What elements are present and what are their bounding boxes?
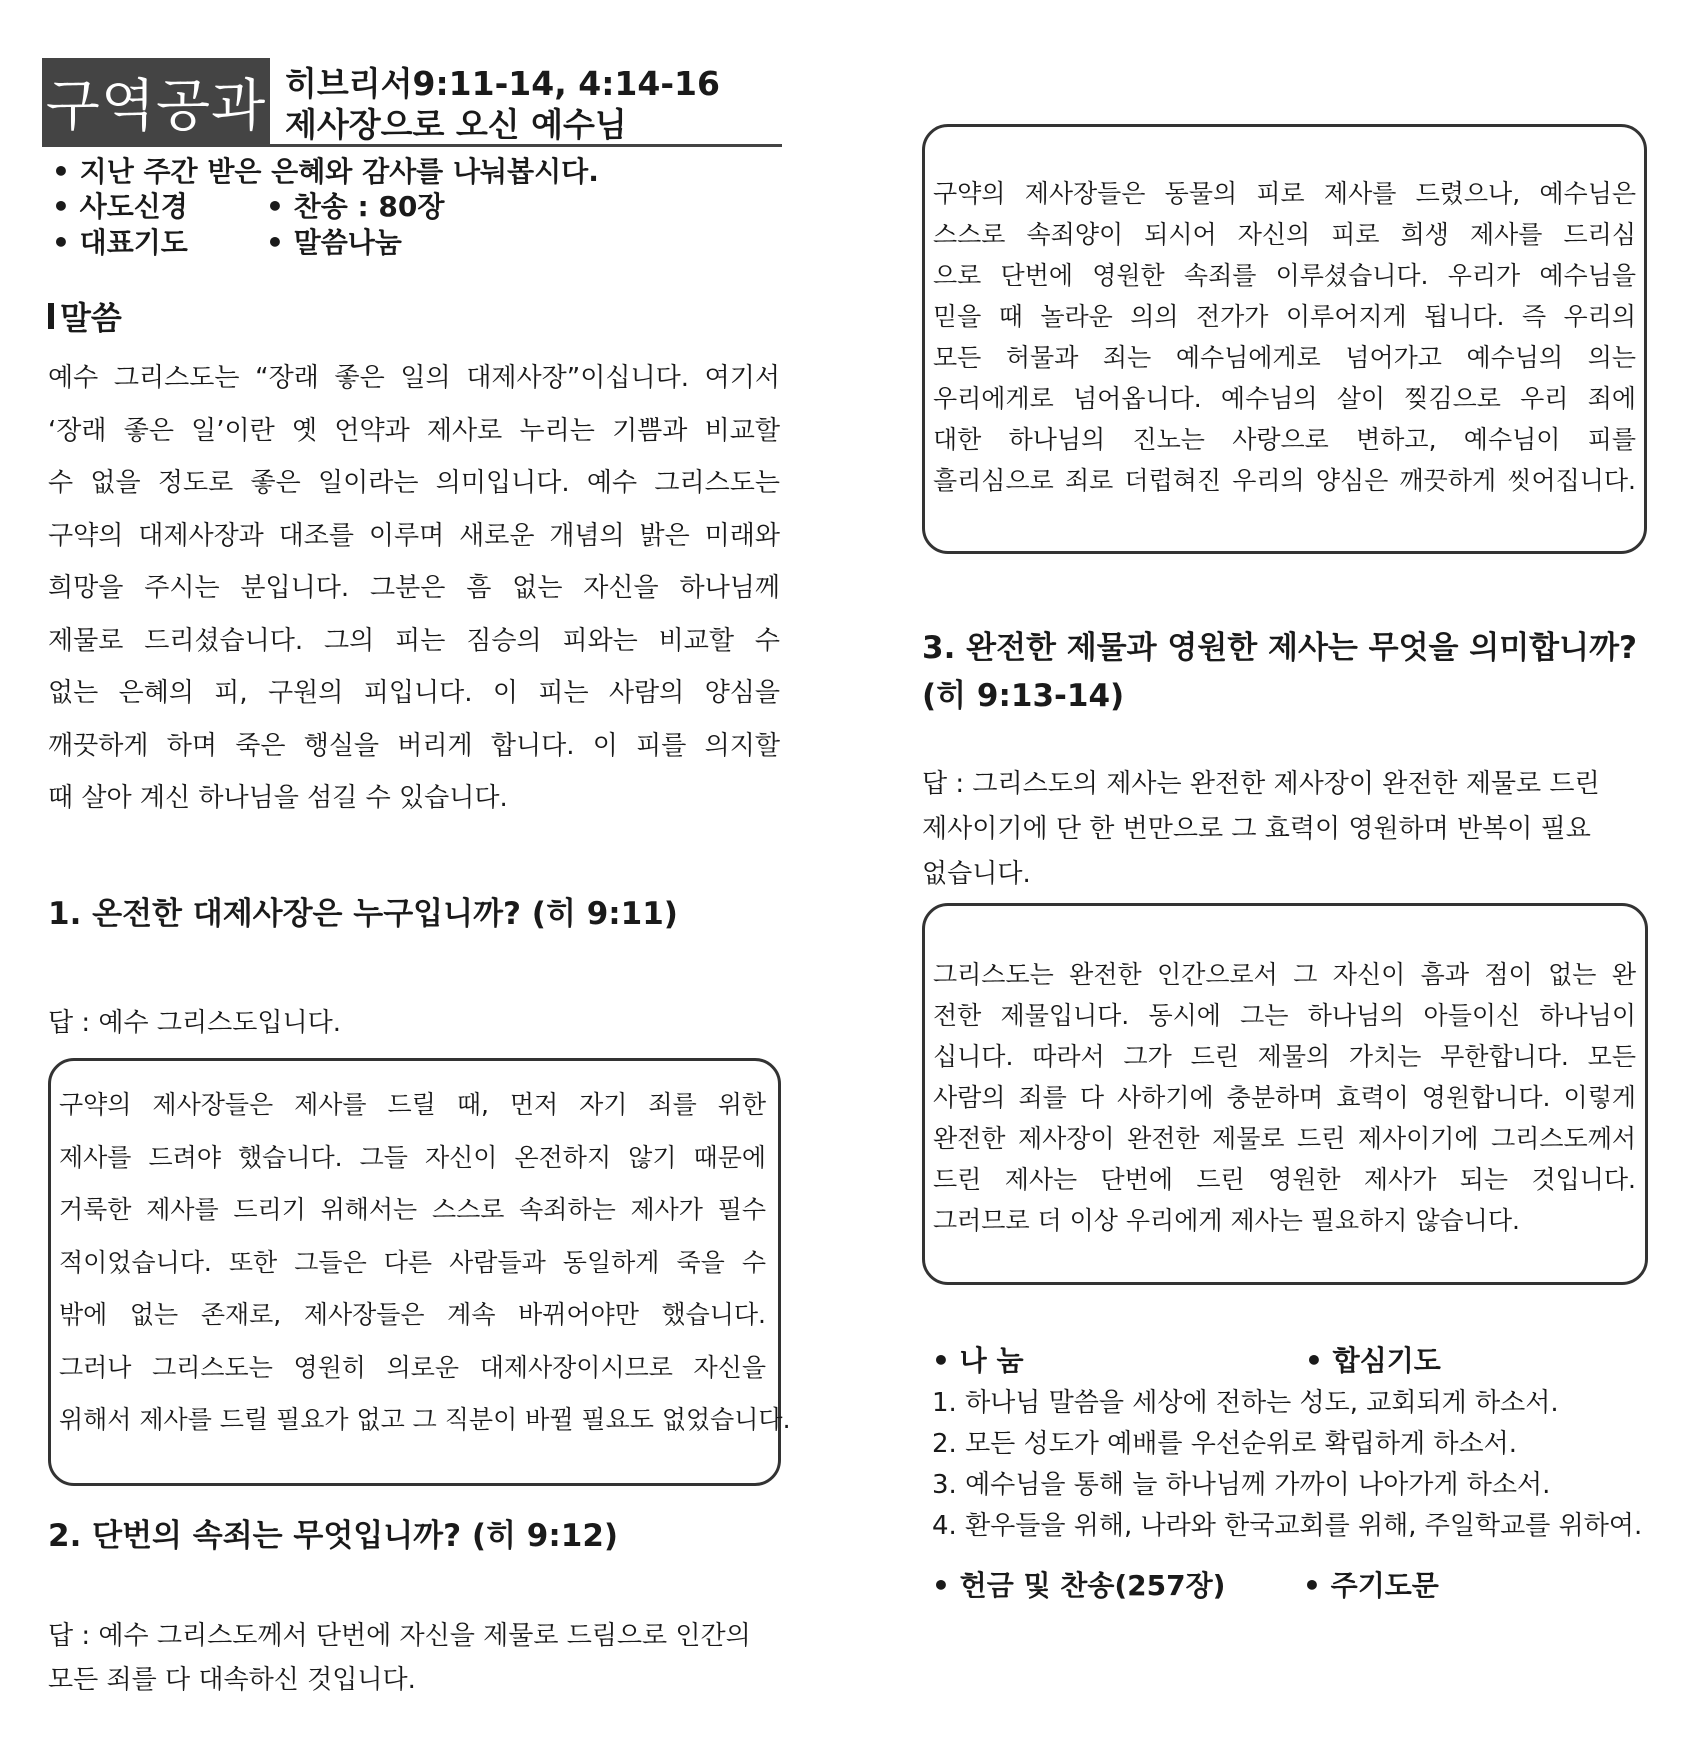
commentary-line: 위해서 제사를 드릴 필요가 없고 그 직분이 바뀔 필요도 없었습니다. (59, 1405, 791, 1434)
commentary-box-1 (48, 1058, 791, 1486)
heading-bar-icon (48, 303, 54, 329)
sermon-line: 때 살아 계신 하나님을 섬길 수 있습니다. (48, 783, 508, 813)
prayer-item: 3. 예수님을 통해 늘 하나님께 가까이 나아가게 하소서. (932, 1470, 1551, 1500)
commentary-line: 드린 제사는 단번에 드린 영원한 제사가 되는 것입니다. (933, 1165, 1636, 1194)
commentary-line: 적이었습니다. 또한 그들은 다른 사람들과 동일하게 죽을 수 (59, 1247, 766, 1277)
question-3: 3. 완전한 제물과 영원한 제사는 무엇을 의미합니까? (922, 630, 1638, 666)
prayer-list (932, 1383, 1642, 1547)
prayer-item: 1. 하나님 말씀을 세상에 전하는 성도, 교회되게 하소서. (932, 1388, 1559, 1418)
commentary-line: 구약의 제사장들은 동물의 피로 제사를 드렸으나, 예수님은 (933, 179, 1636, 208)
commentary-line: 밖에 없는 존재로, 제사장들은 계속 바뀌어야만 했습니다. (59, 1300, 766, 1329)
commentary-line: 십니다. 따라서 그가 드린 제물의 가치는 무한합니다. 모든 (933, 1042, 1636, 1071)
commentary-line: 거룩한 제사를 드리기 위해서는 스스로 속죄하는 제사가 필수 (59, 1195, 766, 1224)
answer-2 (48, 1614, 751, 1702)
question-1: 1. 온전한 대제사장은 누구입니까? (히 9:11) (48, 896, 678, 932)
sermon-line: 없는 은혜의 피, 구원의 피입니다. 이 피는 사람의 양심을 (48, 678, 780, 708)
answer-line: 답 : 그리스도의 제사는 완전한 제사장이 완전한 제물로 드린 (922, 769, 1600, 799)
commentary-line: 사람의 죄를 다 사하기에 충분하며 효력이 영원합니다. 이렇게 (933, 1083, 1636, 1112)
commentary-line: 그러나 그리스도는 영원히 의로운 대제사장이시므로 자신을 (59, 1352, 766, 1382)
commentary-line: 스스로 속죄양이 되시어 자신의 피로 희생 제사를 드리심 (933, 220, 1636, 249)
scripture-reference: 히브리서9:11-14, 4:14-16 (285, 64, 720, 103)
sermon-line: ‘장래 좋은 일’이란 옛 언약과 제사로 누리는 기쁨과 비교할 (48, 415, 780, 446)
answer-3 (922, 762, 1600, 897)
lesson-label (42, 58, 270, 146)
commentary-box-3 (922, 903, 1648, 1285)
commentary-line: 흘리심으로 죄로 더럽혀진 우리의 양심은 깨끗하게 씻어집니다. (933, 466, 1636, 495)
opening-creed: • 사도신경 (52, 190, 188, 223)
closing-lords-prayer: • 주기도문 (1303, 1569, 1439, 1602)
closing-sharing: • 나 눔 (932, 1344, 1024, 1377)
sermon-line: 깨끗하게 하며 죽은 행실을 버리게 합니다. 이 피를 의지할 (48, 730, 780, 761)
sermon-paragraph (48, 352, 780, 825)
commentary-line: 전한 제물입니다. 동시에 그는 하나님의 아들이신 하나님이 (933, 1001, 1636, 1030)
closing-unison-prayer: • 합심기도 (1305, 1344, 1441, 1377)
commentary-line: 우리에게로 넘어옵니다. 예수님의 살이 찢김으로 우리 죄에 (933, 384, 1636, 413)
section-heading-sermon (48, 293, 122, 339)
commentary-box-2 (922, 124, 1647, 554)
commentary-line: 완전한 제사장이 완전한 제물로 드린 제사이기에 그리스도께서 (933, 1124, 1636, 1153)
section-heading-text: 말씀 (60, 299, 122, 337)
sermon-line: 예수 그리스도는 “장래 좋은 일의 대제사장”이십니다. 여기서 (48, 363, 780, 393)
opening-hymn: • 찬송 : 80장 (266, 190, 445, 223)
sermon-line: 희망을 주시는 분입니다. 그분은 흠 없는 자신을 하나님께 (48, 573, 780, 603)
commentary-line: 그리스도는 완전한 인간으로서 그 자신이 흠과 점이 없는 완 (933, 960, 1636, 989)
answer-1: 답 : 예수 그리스도입니다. (48, 1008, 341, 1038)
answer-line: 제사이기에 단 한 번만으로 그 효력이 영원하며 반복이 필요 (922, 814, 1591, 844)
sermon-line: 수 없을 정도로 좋은 일이라는 의미입니다. 예수 그리스도는 (48, 468, 780, 498)
commentary-line: 구약의 제사장들은 제사를 드릴 때, 먼저 자기 죄를 위한 (59, 1090, 766, 1119)
prayer-item: 4. 환우들을 위해, 나라와 한국교회를 위해, 주일학교를 위하여. (932, 1511, 1643, 1541)
sermon-line: 구약의 대제사장과 대조를 이루며 새로운 개념의 밝은 미래와 (48, 520, 780, 551)
answer-line: 답 : 예수 그리스도께서 단번에 자신을 제물로 드림으로 인간의 (48, 1621, 751, 1651)
prayer-item: 2. 모든 성도가 예배를 우선순위로 확립하게 하소서. (932, 1429, 1517, 1459)
header-divider (42, 144, 782, 147)
question-3-reference: (히 9:13-14) (922, 678, 1125, 714)
answer-line: 없습니다. (922, 859, 1031, 889)
commentary-line: 제사를 드려야 했습니다. 그들 자신이 온전하지 않기 때문에 (59, 1142, 766, 1172)
opening-gratitude: • 지난 주간 받은 은혜와 감사를 나눠봅시다. (52, 155, 599, 188)
answer-line: 모든 죄를 다 대속하신 것입니다. (48, 1665, 416, 1695)
lesson-label-text: 구역공과 (45, 74, 267, 139)
commentary-line: 대한 하나님의 진노는 사랑으로 변하고, 예수님이 피를 (933, 425, 1636, 454)
sermon-line: 제물로 드리셨습니다. 그의 피는 짐승의 피와는 비교할 수 (48, 625, 780, 656)
lesson-title: 제사장으로 오신 예수님 (285, 105, 627, 144)
question-2: 2. 단번의 속죄는 무엇입니까? (히 9:12) (48, 1518, 619, 1554)
commentary-line: 그러므로 더 이상 우리에게 제사는 필요하지 않습니다. (933, 1206, 1520, 1235)
commentary-line: 으로 단번에 영원한 속죄를 이루셨습니다. 우리가 예수님을 (933, 261, 1636, 290)
opening-sharing: • 말씀나눔 (266, 226, 402, 259)
commentary-line: 믿을 때 놀라운 의의 전가가 이루어지게 됩니다. 즉 우리의 (933, 302, 1636, 331)
opening-prayer: • 대표기도 (52, 226, 188, 259)
commentary-line: 모든 허물과 죄는 예수님에게로 넘어가고 예수님의 의는 (933, 343, 1636, 372)
closing-offering-hymn: • 헌금 및 찬송(257장) (932, 1569, 1226, 1602)
